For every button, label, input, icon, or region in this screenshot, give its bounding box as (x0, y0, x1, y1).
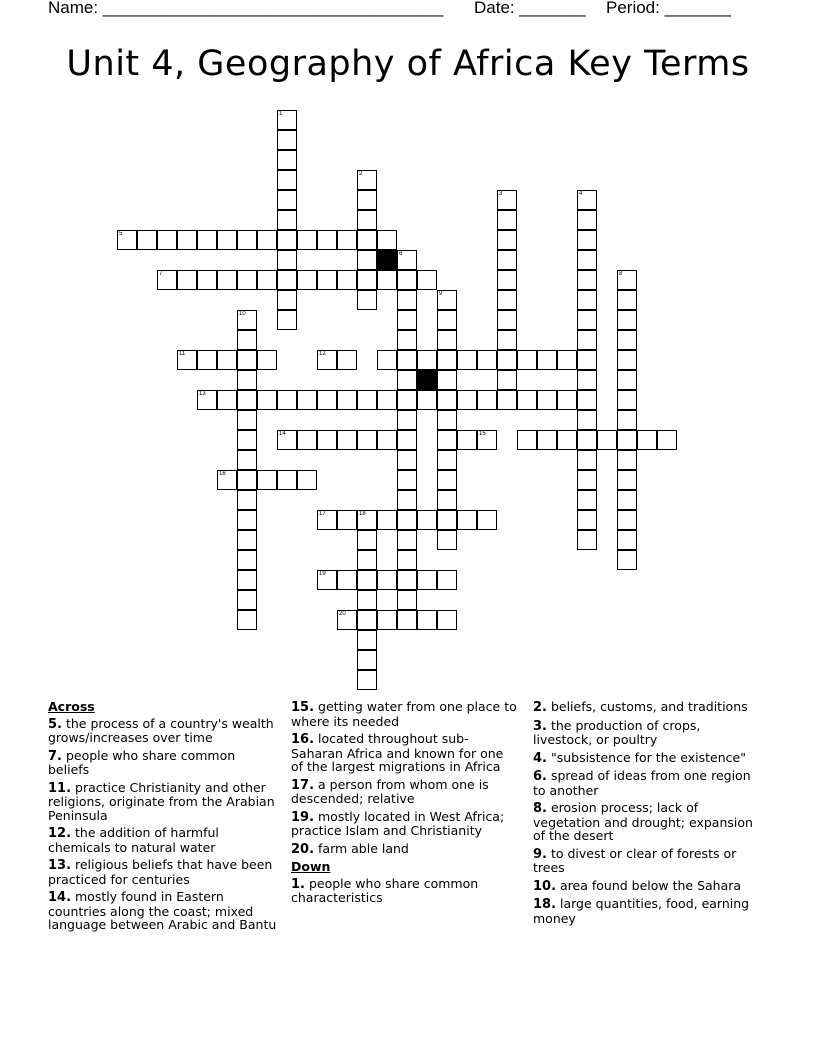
crossword-cell[interactable] (357, 590, 377, 610)
clue-text: getting water from one place to where its needed (291, 699, 517, 729)
crossword-cell[interactable] (177, 230, 197, 250)
crossword-cell[interactable] (397, 490, 417, 510)
crossword-cell[interactable] (397, 310, 417, 330)
crossword-cell[interactable] (297, 390, 317, 410)
crossword-cell[interactable] (137, 230, 157, 250)
clue-number: 17 (319, 511, 326, 517)
crossword-cell[interactable] (417, 350, 437, 370)
crossword-cell[interactable] (497, 310, 517, 330)
across-clue-list-b (291, 700, 519, 856)
crossword-cell[interactable] (577, 290, 597, 310)
clue-text: people who share common beliefs (48, 747, 236, 777)
clue-number-label: 14. (48, 890, 72, 905)
crossword-cell[interactable] (617, 330, 637, 350)
crossword-cell[interactable] (617, 350, 637, 370)
crossword-cell[interactable] (257, 230, 277, 250)
clues-column-1 (48, 700, 280, 936)
crossword-cell[interactable] (417, 510, 437, 530)
crossword-cell[interactable] (417, 270, 437, 290)
clue-number: 6 (399, 251, 403, 257)
clue-text: to divest or clear of forests or trees (533, 845, 737, 875)
crossword-cell[interactable] (197, 270, 217, 290)
crossword-cell[interactable] (497, 350, 517, 370)
clue-number-label: 19. (291, 809, 315, 825)
down-clue-list-a (291, 877, 519, 905)
clue-text: mostly found in Eastern countries along the coast; mixed language between Arabic and Bantu (48, 889, 277, 932)
crossword-cell[interactable] (437, 470, 457, 490)
crossword-cell[interactable] (397, 510, 417, 530)
crossword-cell[interactable] (437, 510, 457, 530)
crossword-cell[interactable] (317, 230, 337, 250)
crossword-cell[interactable] (297, 470, 317, 490)
crossword-cell[interactable] (317, 350, 337, 370)
crossword-cell[interactable] (537, 350, 557, 370)
crossword-cell[interactable] (617, 270, 637, 290)
clue-number: 3 (499, 191, 503, 197)
clue-text: practice Christianity and other religions, originate from the Arabian Peninsula (48, 779, 275, 823)
crossword-cell[interactable] (277, 230, 297, 250)
down-heading: Down (291, 859, 331, 874)
crossword-cell[interactable] (577, 510, 597, 530)
crossword-cell[interactable] (377, 270, 397, 290)
crossword-cell[interactable] (357, 290, 377, 310)
clue-item (48, 749, 280, 777)
crossword-cell[interactable] (497, 370, 517, 390)
crossword-cell[interactable] (577, 530, 597, 550)
crossword-cell[interactable] (497, 330, 517, 350)
clue-number-label: 18. (533, 897, 557, 912)
crossword-cell[interactable] (437, 330, 457, 350)
crossword-cell[interactable] (617, 450, 637, 470)
crossword-cell[interactable] (237, 510, 257, 530)
clue-item (48, 717, 280, 745)
crossword-cell[interactable] (317, 390, 337, 410)
crossword-cell[interactable] (237, 410, 257, 430)
clue-number-label: 8. (533, 801, 547, 816)
crossword-cell[interactable] (497, 270, 517, 290)
clue-text: the production of crops, livestock, or poultry (533, 717, 701, 747)
crossword-cell[interactable] (237, 570, 257, 590)
clue-item (48, 858, 280, 886)
clue-text: located throughout sub-Saharan Africa and known for one of the largest migrations in Africa (291, 731, 504, 774)
clue-number-label: 15. (291, 700, 315, 715)
crossword-cell[interactable] (497, 210, 517, 230)
crossword-cell[interactable] (237, 270, 257, 290)
crossword-cell[interactable] (617, 490, 637, 510)
page-title: Unit 4, Geography of Africa Key Terms (66, 44, 750, 84)
clue-text: a person from whom one is descended; relative (291, 776, 489, 806)
crossword-cell[interactable] (217, 350, 237, 370)
crossword-cell[interactable] (237, 470, 257, 490)
crossword-cell[interactable] (237, 390, 257, 410)
crossword-cell[interactable] (357, 630, 377, 650)
crossword-cell[interactable] (237, 230, 257, 250)
crossword-cell[interactable] (277, 390, 297, 410)
clue-item (533, 751, 763, 766)
crossword-cell[interactable] (397, 550, 417, 570)
crossword-cell[interactable] (397, 370, 417, 390)
crossword-cell[interactable] (157, 270, 177, 290)
clue-number-label: 11. (48, 780, 72, 796)
crossword-cell[interactable] (357, 170, 377, 190)
crossword-cell[interactable] (377, 430, 397, 450)
clue-item (291, 778, 519, 806)
crossword-cell[interactable] (577, 410, 597, 430)
crossword-cell[interactable] (217, 270, 237, 290)
crossword-cell[interactable] (497, 250, 517, 270)
crossword-cell[interactable] (337, 270, 357, 290)
crossword-cell[interactable] (297, 230, 317, 250)
crossword-cell[interactable] (357, 530, 377, 550)
crossword-cell[interactable] (217, 390, 237, 410)
black-square (417, 370, 437, 390)
crossword-cell[interactable] (277, 270, 297, 290)
clue-text: erosion process; lack of vegetation and drought; expansion of the desert (533, 800, 753, 843)
clue-number: 9 (439, 291, 443, 297)
crossword-cell[interactable] (457, 350, 477, 370)
crossword-cell[interactable] (277, 170, 297, 190)
clue-number-label: 2. (533, 700, 547, 715)
crossword-cell[interactable] (397, 470, 417, 490)
date-field-label: Date: _______ (474, 0, 586, 17)
clue-item (48, 826, 280, 854)
crossword-cell[interactable] (197, 350, 217, 370)
crossword-cell[interactable] (357, 190, 377, 210)
crossword-cell[interactable] (217, 470, 237, 490)
crossword-cell[interactable] (517, 430, 537, 450)
crossword-cell[interactable] (197, 390, 217, 410)
crossword-cell[interactable] (617, 390, 637, 410)
crossword-cell[interactable] (617, 310, 637, 330)
crossword-cell[interactable] (237, 530, 257, 550)
clue-number-label: 17. (291, 777, 315, 793)
crossword-cell[interactable] (437, 350, 457, 370)
clue-number-label: 1. (291, 876, 305, 892)
crossword-cell[interactable] (277, 150, 297, 170)
crossword-cell[interactable] (417, 570, 437, 590)
crossword-cell[interactable] (357, 230, 377, 250)
crossword-cell[interactable] (577, 210, 597, 230)
clue-number-label: 7. (48, 748, 62, 764)
crossword-cell[interactable] (517, 350, 537, 370)
crossword-cell[interactable] (337, 510, 357, 530)
crossword-cell[interactable] (337, 430, 357, 450)
crossword-cell[interactable] (177, 350, 197, 370)
crossword-cell[interactable] (317, 570, 337, 590)
crossword-cell[interactable] (397, 430, 417, 450)
clue-text: religious beliefs that have been practiced for centuries (48, 857, 273, 887)
clue-text: spread of ideas from one region to another (533, 768, 751, 798)
crossword-cell[interactable] (457, 430, 477, 450)
clues-column-3 (533, 700, 763, 929)
crossword-cell[interactable] (477, 510, 497, 530)
clue-item (533, 801, 763, 843)
crossword-cell[interactable] (557, 350, 577, 370)
clue-number-label: 13. (48, 858, 72, 873)
clue-number-label: 5. (48, 716, 62, 732)
clue-number: 2 (359, 171, 363, 177)
crossword-cell[interactable] (417, 390, 437, 410)
crossword-cell[interactable] (337, 390, 357, 410)
crossword-cell[interactable] (397, 590, 417, 610)
crossword-cell[interactable] (497, 290, 517, 310)
clue-number-label: 12. (48, 826, 72, 841)
clue-number-label: 3. (533, 718, 547, 734)
crossword-cell[interactable] (117, 230, 137, 250)
clue-number: 20 (339, 611, 346, 617)
clue-number: 14 (279, 431, 286, 437)
crossword-cell[interactable] (617, 370, 637, 390)
clue-number-label: 16. (291, 732, 315, 747)
crossword-cell[interactable] (537, 430, 557, 450)
crossword-cell[interactable] (617, 470, 637, 490)
crossword-cell[interactable] (577, 190, 597, 210)
crossword-cell[interactable] (357, 210, 377, 230)
crossword-cell[interactable] (437, 490, 457, 510)
clue-number: 7 (159, 271, 163, 277)
crossword-cell[interactable] (577, 450, 597, 470)
crossword-cell[interactable] (657, 430, 677, 450)
crossword-cell[interactable] (437, 570, 457, 590)
crossword-cell[interactable] (557, 430, 577, 450)
crossword-cell[interactable] (237, 550, 257, 570)
clue-number: 5 (119, 231, 123, 237)
clue-number: 16 (219, 471, 226, 477)
crossword-cell[interactable] (617, 410, 637, 430)
crossword-cell[interactable] (577, 270, 597, 290)
crossword-cell[interactable] (417, 610, 437, 630)
black-square (377, 250, 397, 270)
clue-number-label: 20. (291, 841, 315, 857)
clue-item (533, 700, 763, 715)
period-field-label: Period: _______ (606, 0, 731, 17)
crossword-cell[interactable] (297, 430, 317, 450)
crossword-cell[interactable] (277, 250, 297, 270)
crossword-cell[interactable] (337, 230, 357, 250)
crossword-cell[interactable] (237, 590, 257, 610)
crossword-cell[interactable] (357, 670, 377, 690)
crossword-cell[interactable] (377, 350, 397, 370)
crossword-cell[interactable] (617, 290, 637, 310)
crossword-cell[interactable] (237, 610, 257, 630)
crossword-cell[interactable] (237, 310, 257, 330)
crossword-cell[interactable] (277, 430, 297, 450)
crossword-cell[interactable] (257, 390, 277, 410)
crossword-cell[interactable] (217, 230, 237, 250)
crossword-cell[interactable] (437, 370, 457, 390)
crossword-cell[interactable] (337, 350, 357, 370)
clue-text: people who share common characteristics (291, 875, 479, 905)
clue-text: beliefs, customs, and traditions (546, 699, 748, 714)
crossword-cell[interactable] (157, 230, 177, 250)
clue-text: "subsistence for the existence" (546, 749, 746, 765)
crossword-cell[interactable] (237, 370, 257, 390)
crossword-cell[interactable] (477, 430, 497, 450)
crossword-cell[interactable] (577, 390, 597, 410)
crossword-cell[interactable] (237, 330, 257, 350)
crossword-cell[interactable] (577, 370, 597, 390)
crossword-cell[interactable] (337, 610, 357, 630)
crossword-cell[interactable] (497, 230, 517, 250)
crossword-cell[interactable] (357, 250, 377, 270)
crossword-cell[interactable] (337, 570, 357, 590)
crossword-cell[interactable] (397, 410, 417, 430)
across-clue-list-a (48, 717, 280, 932)
clue-item (533, 847, 763, 875)
crossword-cell[interactable] (577, 230, 597, 250)
clue-number-label: 4. (533, 750, 547, 766)
crossword-cell[interactable] (477, 350, 497, 370)
clue-number: 15 (479, 431, 486, 437)
crossword-cell[interactable] (237, 450, 257, 470)
crossword-cell[interactable] (197, 230, 217, 250)
crossword-cell[interactable] (497, 390, 517, 410)
crossword-cell[interactable] (357, 390, 377, 410)
name-field-label: Name: ____________________________________ (48, 0, 444, 17)
crossword-cell[interactable] (457, 390, 477, 410)
crossword-cell[interactable] (357, 610, 377, 630)
crossword-cell[interactable] (477, 390, 497, 410)
crossword-cell[interactable] (437, 410, 457, 430)
clue-number: 12 (319, 351, 326, 357)
crossword-cell[interactable] (577, 250, 597, 270)
crossword-cell[interactable] (617, 430, 637, 450)
clue-text: farm able land (314, 840, 409, 856)
clue-number: 18 (359, 511, 366, 517)
crossword-cell[interactable] (637, 430, 657, 450)
crossword-cell[interactable] (277, 470, 297, 490)
crossword-cell[interactable] (377, 510, 397, 530)
across-heading: Across (48, 699, 95, 714)
crossword-cell[interactable] (577, 470, 597, 490)
crossword-cell[interactable] (277, 190, 297, 210)
clue-number: 8 (619, 271, 623, 277)
clue-number: 4 (579, 191, 583, 197)
crossword-cell[interactable] (437, 430, 457, 450)
crossword-cell[interactable] (357, 430, 377, 450)
crossword-cell[interactable] (317, 430, 337, 450)
clue-text: the process of a country's wealth grows/increases over time (48, 715, 274, 745)
crossword-cell[interactable] (257, 470, 277, 490)
clue-text: large quantities, food, earning money (533, 896, 750, 926)
clue-number: 13 (199, 391, 206, 397)
clue-number: 10 (239, 311, 246, 317)
clue-item (291, 732, 519, 774)
clue-text: mostly located in West Africa; practice Islam and Christianity (291, 808, 505, 838)
clue-number: 1 (279, 111, 283, 117)
crossword-cell[interactable] (397, 530, 417, 550)
crossword-cell[interactable] (377, 390, 397, 410)
crossword-cell[interactable] (577, 430, 597, 450)
crossword-cell[interactable] (237, 350, 257, 370)
crossword-cell[interactable] (317, 270, 337, 290)
clue-item (533, 879, 763, 894)
clue-text: area found below the Sahara (556, 877, 742, 893)
clue-number: 11 (179, 351, 186, 357)
crossword-cell[interactable] (297, 270, 317, 290)
crossword-cell[interactable] (357, 570, 377, 590)
clues-column-2 (291, 700, 519, 909)
crossword-cell[interactable] (397, 570, 417, 590)
crossword-cell[interactable] (357, 510, 377, 530)
clue-number-label: 10. (533, 878, 557, 894)
clue-text: the addition of harmful chemicals to natural water (48, 825, 219, 855)
crossword-cell[interactable] (437, 290, 457, 310)
crossword-cell[interactable] (237, 430, 257, 450)
crossword-cell[interactable] (257, 270, 277, 290)
clue-item (291, 877, 519, 905)
crossword-cell[interactable] (617, 530, 637, 550)
crossword-cell[interactable] (397, 270, 417, 290)
clue-item (533, 897, 763, 925)
crossword-cell[interactable] (357, 650, 377, 670)
crossword-cell[interactable] (437, 390, 457, 410)
clue-number: 19 (319, 571, 326, 577)
crossword-cell[interactable] (397, 290, 417, 310)
crossword-cell[interactable] (577, 310, 597, 330)
crossword-cell[interactable] (357, 270, 377, 290)
crossword-cell[interactable] (557, 390, 577, 410)
crossword-cell[interactable] (377, 610, 397, 630)
crossword-cell[interactable] (277, 210, 297, 230)
crossword-cell[interactable] (437, 310, 457, 330)
crossword-cell[interactable] (437, 530, 457, 550)
crossword-cell[interactable] (377, 570, 397, 590)
clue-item (291, 700, 519, 728)
crossword-cell[interactable] (397, 450, 417, 470)
crossword-cell[interactable] (397, 330, 417, 350)
crossword-cell[interactable] (597, 430, 617, 450)
crossword-cell[interactable] (277, 290, 297, 310)
crossword-cell[interactable] (357, 550, 377, 570)
crossword-cell[interactable] (537, 390, 557, 410)
crossword-cell[interactable] (517, 390, 537, 410)
crossword-cell[interactable] (257, 350, 277, 370)
crossword-cell[interactable] (397, 610, 417, 630)
crossword-cell[interactable] (277, 110, 297, 130)
clue-item (48, 890, 280, 932)
crossword-cell[interactable] (617, 550, 637, 570)
crossword-cell[interactable] (617, 510, 637, 530)
crossword-cell[interactable] (497, 190, 517, 210)
crossword-cell[interactable] (577, 490, 597, 510)
crossword-cell[interactable] (457, 510, 477, 530)
crossword-cell[interactable] (577, 350, 597, 370)
crossword-cell[interactable] (177, 270, 197, 290)
clue-item (533, 719, 763, 747)
crossword-cell[interactable] (437, 450, 457, 470)
clue-number-label: 9. (533, 846, 547, 862)
crossword-cell[interactable] (397, 390, 417, 410)
clue-item (291, 810, 519, 838)
clue-item (48, 781, 280, 823)
crossword-cell[interactable] (317, 510, 337, 530)
down-clue-list-b (533, 700, 763, 925)
crossword-cell[interactable] (437, 610, 457, 630)
clue-item (533, 769, 763, 797)
crossword-cell[interactable] (397, 350, 417, 370)
clue-item (291, 842, 519, 857)
crossword-cell[interactable] (577, 330, 597, 350)
crossword-cell[interactable] (237, 490, 257, 510)
crossword-cell[interactable] (277, 310, 297, 330)
crossword-cell[interactable] (277, 130, 297, 150)
crossword-cell[interactable] (397, 250, 417, 270)
crossword-cell[interactable] (377, 230, 397, 250)
clue-number-label: 6. (533, 769, 547, 784)
